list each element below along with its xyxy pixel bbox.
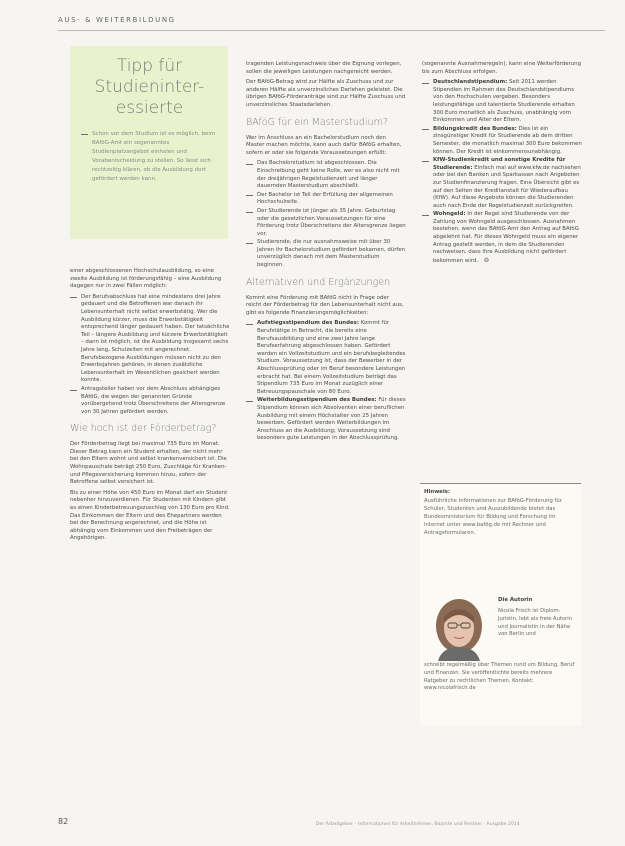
term-text: Seit 2011 werden Stipendien im Rahmen des Deutschlandstipendiums von den Hochschulen vergeben. Besonders leistungsfähige und talentierte Studierende erhalten 300 Euro monatlich als Zuschuss, unabhängig vom Einkommen und Alter der Eltern. [433, 79, 575, 124]
term-label: Wohngeld: [433, 211, 466, 218]
term-text: In der Regel sind Studierende von der Zahlung von Wohngeld ausgeschlossen. Ausnahmen bestehen, wenn das BAföG-Amt den Antrag auf BAföG abgelehnt hat. Für dieses Wohngeld muss ein eigener Antrag gestellt werden, in dem die Studierenden nachweisen, dass ihre Ausbildung nicht gefördert bekommen wird. [433, 211, 579, 264]
info-heading: Hinweis: [424, 489, 451, 495]
column-3 [422, 61, 582, 268]
col3-para-1: (sogenannte Ausnahmeregeln), kann eine Weiterförderung bis zum Abschluss erfolgen. [422, 61, 581, 75]
col2-term-item-2 [246, 397, 406, 443]
tip-paragraph: Schon vor dem Studium ist es möglich, beim BAföG-Amt ein sogenanntes Studienplatzangebot einholen und Vorabentscheidung zu stellen. So lässt sich rechtzeitig klären, ob die Ausbildung dort gefördert werden kann. [81, 130, 218, 184]
col2-bullet-1: Das Bachelorstudium ist abgeschlossen. Die Einschreibung geht keine Rolle, wer es also nicht mit der dreijährigen Regelstudienzeit und länger dauernden Masterstudium abschließt. [246, 160, 406, 190]
subhead-alternativen: Alternativen und Ergänzungen [246, 276, 391, 288]
column-2 [246, 61, 406, 446]
term-label: Weiterbildungsstipendium des Bundes: [257, 397, 377, 404]
col1-bullet-2: Antragsteller haben vor dem Abschluss abhängiges BAföG, die wegen der genannten Gründe vorübergehend trotz Überschreitens der Altersgrenze von 30 Jahren gefördert werden. [70, 386, 230, 416]
col2-para-1: tragenden Leistungsnachweis über die Eignung vorlegen, sollen die jeweiligen Leistungen nachgereicht werden. [246, 61, 402, 75]
col2-list-1 [246, 160, 406, 269]
term-text: Dies ist ein zinsgünstiger Kredit für Studierende ab dem dritten Semester, die monatlich maximal 300 Euro bekommen können. Der Kredit ist einkommensunabhängig. [433, 125, 582, 155]
column-1 [70, 268, 230, 546]
subhead-foerderbetrag: Wie hoch ist der Förderbetrag? [70, 423, 217, 435]
col3-term-item-2 [422, 126, 582, 156]
term-label: Deutschlandstipendium: [433, 79, 508, 86]
term-label: Aufstiegsstipendium des Bundes: [257, 320, 359, 327]
col3-term-item-4 [422, 211, 582, 265]
author-text-continued: schreibt regelmäßig über Themen rund um Bildung, Beruf und Finanzen. Sie veröffentlichte bereits mehrere Ratgeber zu rechtlichen Themen, Kontakt: www.nicolafrisch.de [424, 662, 575, 692]
col1-intro: einer abgeschlossenen Hochschulausbildung, so eine zweite Ausbildung ist förderungsfähig – eine Ausbildung dagegen nur in zwei Fällen möglich: [70, 268, 222, 290]
header-rule [58, 30, 605, 31]
col1-para-2: Bis zu einer Höhe von 450 Euro im Monat darf ein Student nebenher hinzuverdienen. Für Studenten mit Kindern gibt es einen Kinderbetreuungszuschlag von 130 Euro pro Kind. Das Einkommen der Eltern und des Ehepartners werden bei der Berechnung angerechnet, und die Höhe ist abhängig vom Einkommen und den Freibeträgen der Angehörigen. [70, 489, 230, 542]
term-label: KfW-Studienkredit und sonstige Kredite für Studierende: [433, 157, 566, 171]
col2-bullet-4: Studierende, die nur ausnahmsweise mit über 30 Jahren ihr Bachelorstudium gefördert bekamen, dürfen unverzüglich danach mit dem Masterstudium beginnen. [246, 239, 406, 269]
col2-para-4: Kommt eine Förderung mit BAföG nicht in Frage oder reicht der Förderbetrag für den Lebensunterhalt nicht aus, gibt es folgende Finanzierungsmöglichkeiten: [246, 294, 404, 316]
term-text: Einfach mal auf www.kfw.de nachsehen oder bei den Banken und Sparkassen nach Angeboten zur Studienfinanzierung fragen. Eine Übersicht gibt es auf den Seiten der Kreditanstalt für Wiederaufbau (KfW). Auf diese Angebote können die Studierenden auch nach Ende der Regelstudienzeit zurückgreifen. [433, 164, 581, 209]
section-header: AUS- & WEITERBILDUNG [58, 16, 176, 24]
author-photo [432, 595, 486, 661]
term-text: Für dieses Stipendium können sich Absolventen einer beruflichen Ausbildung mit einem Höchstalter von 25 Jahren bewerben. Gefördert werden Weiterbildungen im Anschluss an die Ausbildung; Voraussetzung sind besonders gute Leistungen in der Abschlussprüfung. [257, 397, 406, 442]
col2-para-2: Der BAföG-Betrag wird zur Hälfte als Zuschuss und zur anderen Hälfte als unverzinsliches Darlehen geleistet. Die übrigen BAföG-Förderanträge sind zur Hälfte Zuschuss und unverzinsliches Staatsdarlehen. [246, 79, 406, 108]
col1-bullet-1: Der Berufsabschluss hat eine mindestens drei Jahre gedauert und die Betroffenen war danach ihr Lebensunterhalt nicht selbst erwerbstätig. Wer die Ausbildung kürzer, muss die Erwerbstätigkeit entsprechend länger gedauert haben. Der tatsächliche Teil – längere Ausbildung und kürzere Erwerbstätigkeit – dann ist möglich, ist die Ausbildung insgesamt sechs Jahre lang, Schulzeiten mit angerechnet. Berufsbezogene Ausbildungen müssen nicht zu den Erwerbsjahren gehören, in denen zusätzliche Lebensunterhalt im Wesentlichen gesichert werden konnte. [70, 294, 230, 385]
info-text: Ausführliche Informationen zur BAföG-Förderung für Schüler, Studenten und Auszubildende bietet das Bundesministerium für Bildung und Forschung im Internet unter www.bafög.de mit Rechner und Antragsformularen. [424, 497, 562, 536]
article-end-icon: ❂ [484, 256, 490, 264]
col2-bullet-2: Der Bachelor ist Teil der Erfüllung der allgemeinen Hochschulreife. [246, 192, 406, 207]
col3-list [422, 79, 582, 265]
tip-text [81, 130, 218, 184]
col1-list [70, 294, 230, 417]
subhead-masterstudium: BAföG für ein Masterstudium? [246, 116, 388, 128]
footer-source: Der Arbeitgeber – Informationen für Arbeitnehmer, Beamte und Rentner · Ausgabe 2014 [316, 822, 520, 827]
term-label: Bildungskredit des Bundes: [433, 125, 517, 132]
tip-box [70, 46, 228, 239]
author-heading: Die Autorin [498, 597, 533, 603]
col2-term-item-1 [246, 320, 406, 396]
tip-title: Tipp für Studieninter- essierte [94, 56, 205, 118]
col3-term-item-1 [422, 79, 582, 125]
col2-list-2 [246, 320, 406, 443]
info-box [420, 483, 581, 726]
col1-para-1: Der Förderbetrag liegt bei maximal 735 Euro im Monat. Dieser Betrag kann ein Student erhalten, der nicht mehr bei den Eltern wohnt und selbst krankenversichert ist. Die Wohnpauschale beträgt 250 Euro, Zuschläge für Kranken- und Pflegeversicherung kommen hinzu, sofern der Betroffene selbst versichert ist. [70, 441, 227, 486]
col3-term-item-3 [422, 157, 582, 210]
page-number: 82 [58, 817, 69, 826]
col2-bullet-3: Der Studierende ist jünger als 35 Jahre. Geburtstag oder die gesetzlichen Voraussetzungen für eine Förderung trotz Überschreitens der Altersgrenze liegen vor. [246, 208, 406, 238]
col2-para-3: Wer im Anschluss an ein Bachelorstudium noch den Master machen möchte, kann auch dafür BAföG erhalten, sofern er oder sie folgende Voraussetzungen erfüllt: [246, 134, 402, 156]
author-text: Nicola Frisch ist Diplom-Juristin, lebt als freie Autorin und Journalistin in der Nähe von Berlin und [498, 608, 572, 638]
term-text: Kommt für Berufstätige in Betracht, die bereits eine Berufsausbildung und eine zwei Jahre lange Berufserfahrung abgeschlossen haben. Gefördert werden ein Vollzeitstudium und ein berufsbegleitendes Studium. Voraussetzung ist, dass der Bewerber in der Abschlussprüfung oder im Beruf besondere Leistungen erbracht hat. Bei einem Vollzeitstudium beträgt das Stipendium 735 Euro im Monat zuzüglich einer Betreuungspauschale von 80 Euro. [257, 320, 406, 395]
